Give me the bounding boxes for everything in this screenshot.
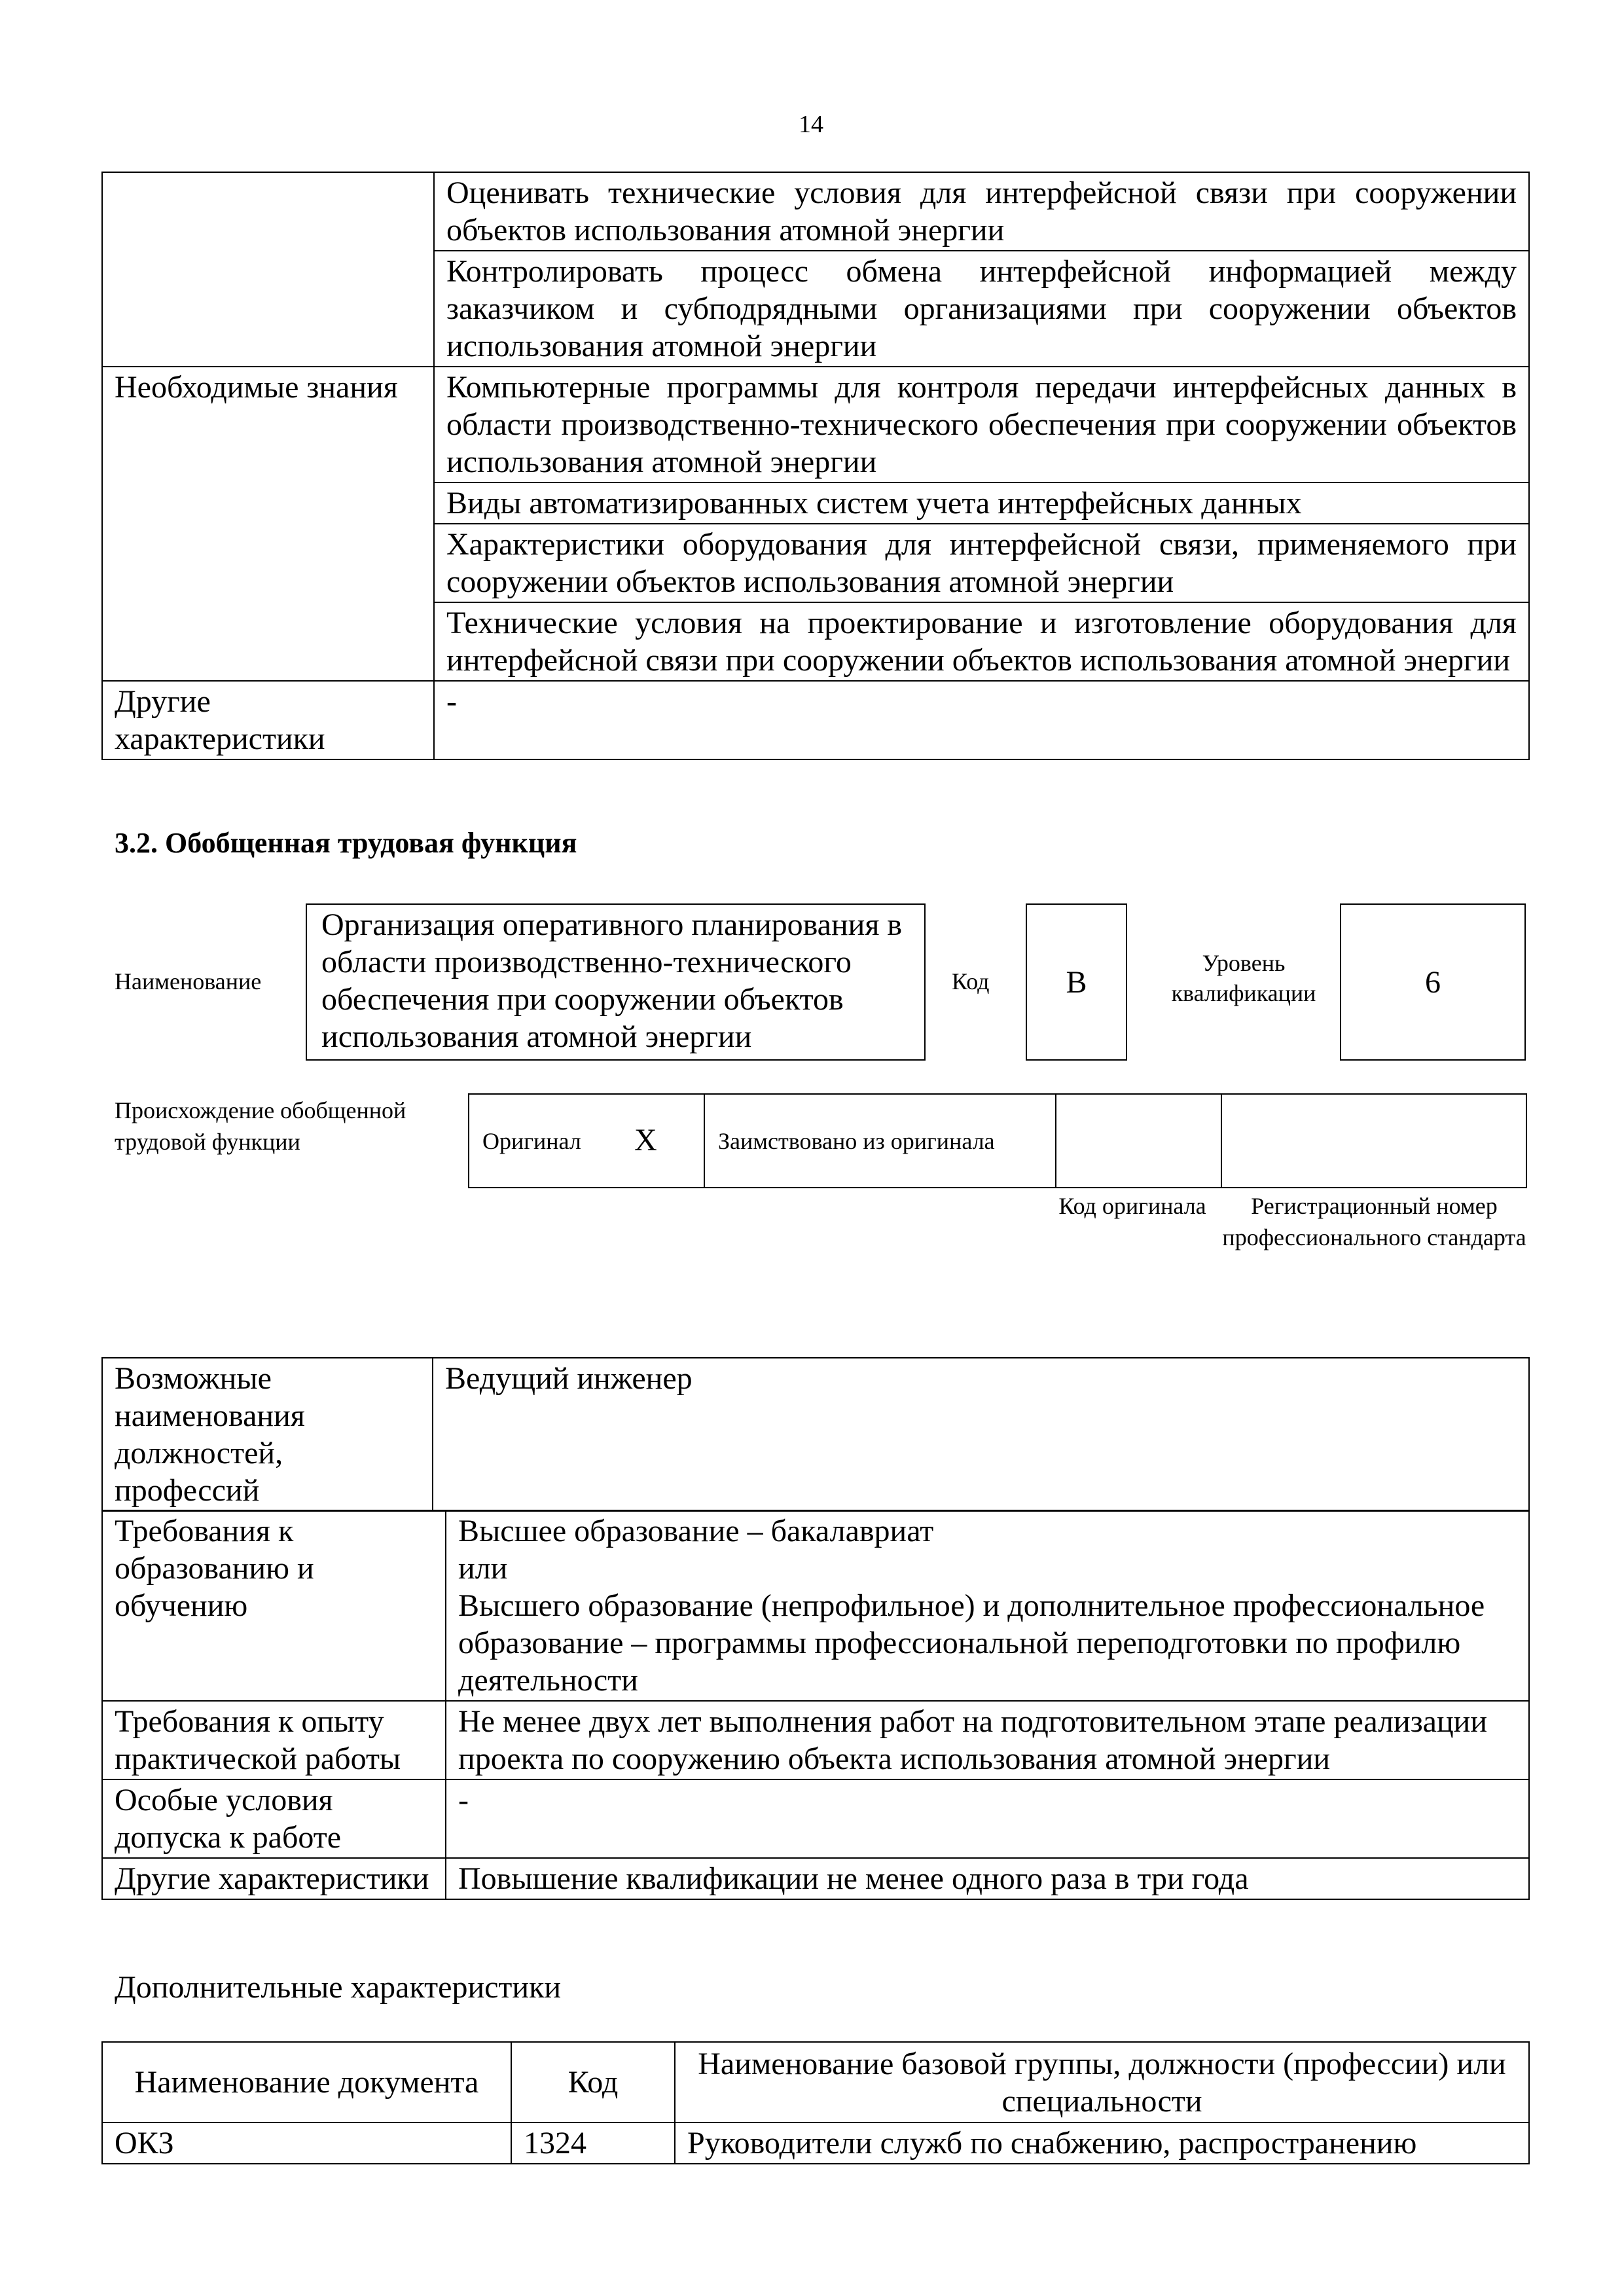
row-value: Ведущий инженер [433, 1358, 1529, 1511]
table-cell: 1324 [511, 2123, 675, 2164]
row-value: Контролировать процесс обмена интерфейсной информацией между заказчиком и субподрядными организациями при сооружении объектов использования атомной энергии [434, 251, 1529, 367]
table-row [102, 1779, 1529, 1858]
reg-number-caption: Регистрационный номер профессионального стандарта [1222, 1193, 1526, 1250]
skills-table [101, 172, 1530, 760]
code-original-caption: Код оригинала [1058, 1193, 1206, 1219]
table-row [102, 681, 1529, 759]
name-label: Наименование [115, 968, 262, 994]
row-label: Необходимые знания [102, 367, 434, 681]
row-label [102, 172, 434, 367]
row-value: Виды автоматизированных систем учета интерфейсных данных [434, 483, 1529, 524]
row-value: Компьютерные программы для контроля передачи интерфейсных данных в области производственно-технического обеспечения при сооружении объектов использования атомной энергии [434, 367, 1529, 483]
divider [1221, 1095, 1222, 1187]
row-label: Требования к опыту практической работы [102, 1701, 446, 1779]
row-value: Характеристики оборудования для интерфейсной связи, применяемого при сооружении объектов использования атомной энергии [434, 524, 1529, 602]
code-label: Код [952, 968, 990, 994]
table-row [102, 2123, 1529, 2164]
table-row [102, 1701, 1529, 1779]
original-mark: X [634, 1123, 657, 1157]
value-line: Не менее двух лет выполнения работ на подготовительном этапе реализации проекта по сооружению объекта использования атомной энергии [458, 1704, 1488, 1776]
divider [1055, 1095, 1056, 1187]
value-line: Высшее образование – бакалавриат [458, 1514, 934, 1548]
table-row [102, 1510, 1529, 1701]
column-header: Наименование документа [102, 2042, 511, 2123]
original-label: Оригинал [482, 1128, 581, 1154]
value-line: Повышение квалификации не менее одного раза в три года [458, 1861, 1249, 1896]
row-value: Технические условия на проектирование и изготовление оборудования для интерфейсной связи при сооружении объектов использования атомной энергии [434, 602, 1529, 681]
divider [704, 1095, 705, 1187]
table-cell: ОКЗ [102, 2123, 511, 2164]
row-value [446, 1701, 1529, 1779]
level-value: 6 [1340, 903, 1526, 1061]
row-value [446, 1858, 1529, 1899]
additional-table [101, 2041, 1530, 2164]
level-label: Уровень квалификации [1171, 950, 1316, 1006]
table-row [102, 172, 1529, 251]
row-value [446, 1510, 1529, 1701]
section-heading: 3.2. Обобщенная трудовая функция [115, 827, 577, 859]
row-label: Другие характеристики [102, 681, 434, 759]
page-number: 14 [799, 111, 823, 138]
table-row [102, 367, 1529, 483]
row-value [446, 1779, 1529, 1858]
code-value: B [1026, 903, 1127, 1061]
table-header-row [102, 2042, 1529, 2123]
row-label: Другие характеристики [102, 1858, 446, 1899]
origin-label: Происхождение обобщенной трудовой функции [115, 1097, 406, 1155]
positions-table [101, 1357, 1530, 1512]
column-header: Наименование базовой группы, должности (профессии) или специальности [675, 2042, 1529, 2123]
requirements-table [101, 1510, 1530, 1900]
row-label: Возможные наименования должностей, профессий [102, 1358, 433, 1511]
table-row [102, 1358, 1529, 1511]
borrowed-label: Заимствовано из оригинала [718, 1128, 995, 1154]
table-row [102, 1858, 1529, 1899]
value-line: - [458, 1783, 469, 1817]
row-value: - [434, 681, 1529, 759]
additional-heading: Дополнительные характеристики [115, 1970, 562, 2005]
row-label: Требования к образованию и обучению [102, 1510, 446, 1701]
function-name: Организация оперативного планирования в области производственно-технического обеспечения при сооружении объектов использования атомной энергии [306, 903, 926, 1061]
row-value: Оценивать технические условия для интерфейсной связи при сооружении объектов использования атомной энергии [434, 172, 1529, 251]
value-line: или [458, 1551, 508, 1586]
row-label: Особые условия допуска к работе [102, 1779, 446, 1858]
value-line: Высшего образование (непрофильное) и дополнительное профессиональное образование – программы профессиональной переподготовки по профилю деятельности [458, 1588, 1485, 1698]
table-cell: Руководители служб по снабжению, распространению [675, 2123, 1529, 2164]
column-header: Код [511, 2042, 675, 2123]
origin-box [468, 1093, 1527, 1188]
